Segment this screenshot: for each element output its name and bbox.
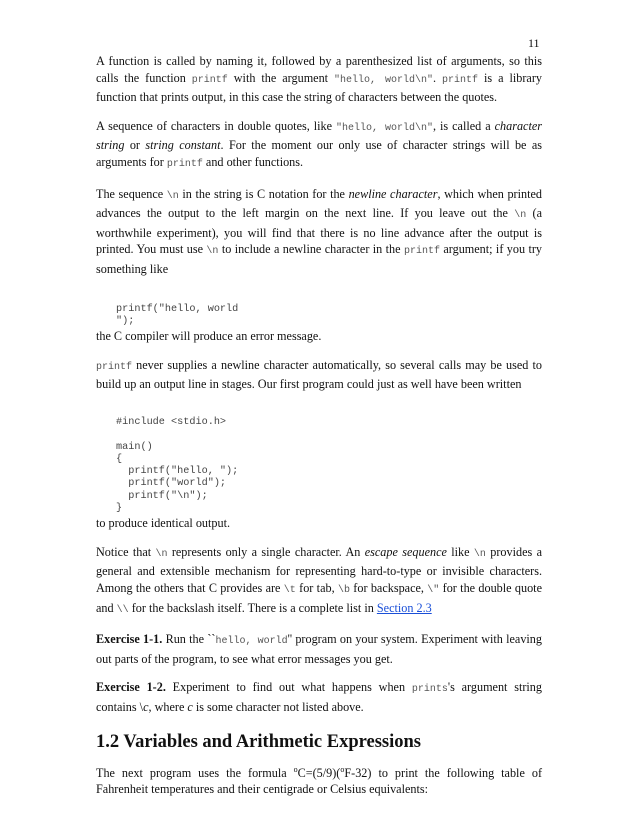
page-number: 11 (528, 36, 540, 50)
exercise-label: Exercise 1-2. (96, 680, 166, 695)
page-content (96, 53, 542, 798)
paragraph-newline: The sequence \n in the string is C notation for the newline character, which when printed advances the output to the left margin on the next line. If you leave out the \n (a worthwhile experiment), you will find that there is no line advance after the output is printed. You must use \n to include a newline character in the printf argument; if you try something like (96, 186, 543, 276)
paragraph-identical-output: to produce identical output. (96, 516, 231, 531)
paragraph-character-string: A sequence of characters in double quotes, like "hello, world\n", is called a character string or string constant. For the moment our only use of character strings will be as arguments for printf and other functions. (96, 118, 543, 170)
section-heading: 1.2 Variables and Arithmetic Expressions (96, 731, 421, 752)
paragraph-compiler-error: the C compiler will produce an error message. (96, 329, 322, 344)
paragraph-formula: The next program uses the formula $^o$C=(5/9)($^o$F-32) to print the following table of Fahrenheit temperatures and their centigrade or Celsius equivalents: (96, 764, 542, 797)
paragraph-function-call: A function is called by naming it, followed by a parenthesized list of arguments, so this calls the function printf with the argument "hello, world\n". printf is a library function that prints output, in this case the string of characters between the quotes. (96, 54, 542, 105)
section-2-3-link[interactable]: Section 2.3 (376, 600, 432, 615)
exercise-1-1: Exercise 1-1. Run the ``hello, world'' program on your system. Experiment with leaving out parts of the program, to see what error messages you get. (96, 632, 542, 666)
paragraph-escape-sequence: Notice that \n represents only a single character. An escape sequence like \n provides a general and extensible mechanism for representing hard-to-type or invisible characters. Among the others that C provides are \t for tab, \b for backspace, \" for the double quote and \\ for the backslash itself. There is a complete list in Section 2.3 (96, 544, 542, 616)
exercise-label: Exercise 1-1. (96, 632, 163, 647)
paragraph-newline-automatic: printf never supplies a newline character automatically, so several calls may be used to build up an output line in stages. Our first program could just as well have been written (96, 357, 542, 392)
code-block-hello-program: #include <stdio.h> main() { printf("hello, "); printf("world"); printf("\n"); } (116, 416, 239, 514)
exercise-1-2: Exercise 1-2. Experiment to find out what happens when prints's argument string contains \c, where c is some character not listed above. (96, 680, 542, 715)
code-block-bad-printf: printf("hello, world "); (116, 303, 239, 327)
